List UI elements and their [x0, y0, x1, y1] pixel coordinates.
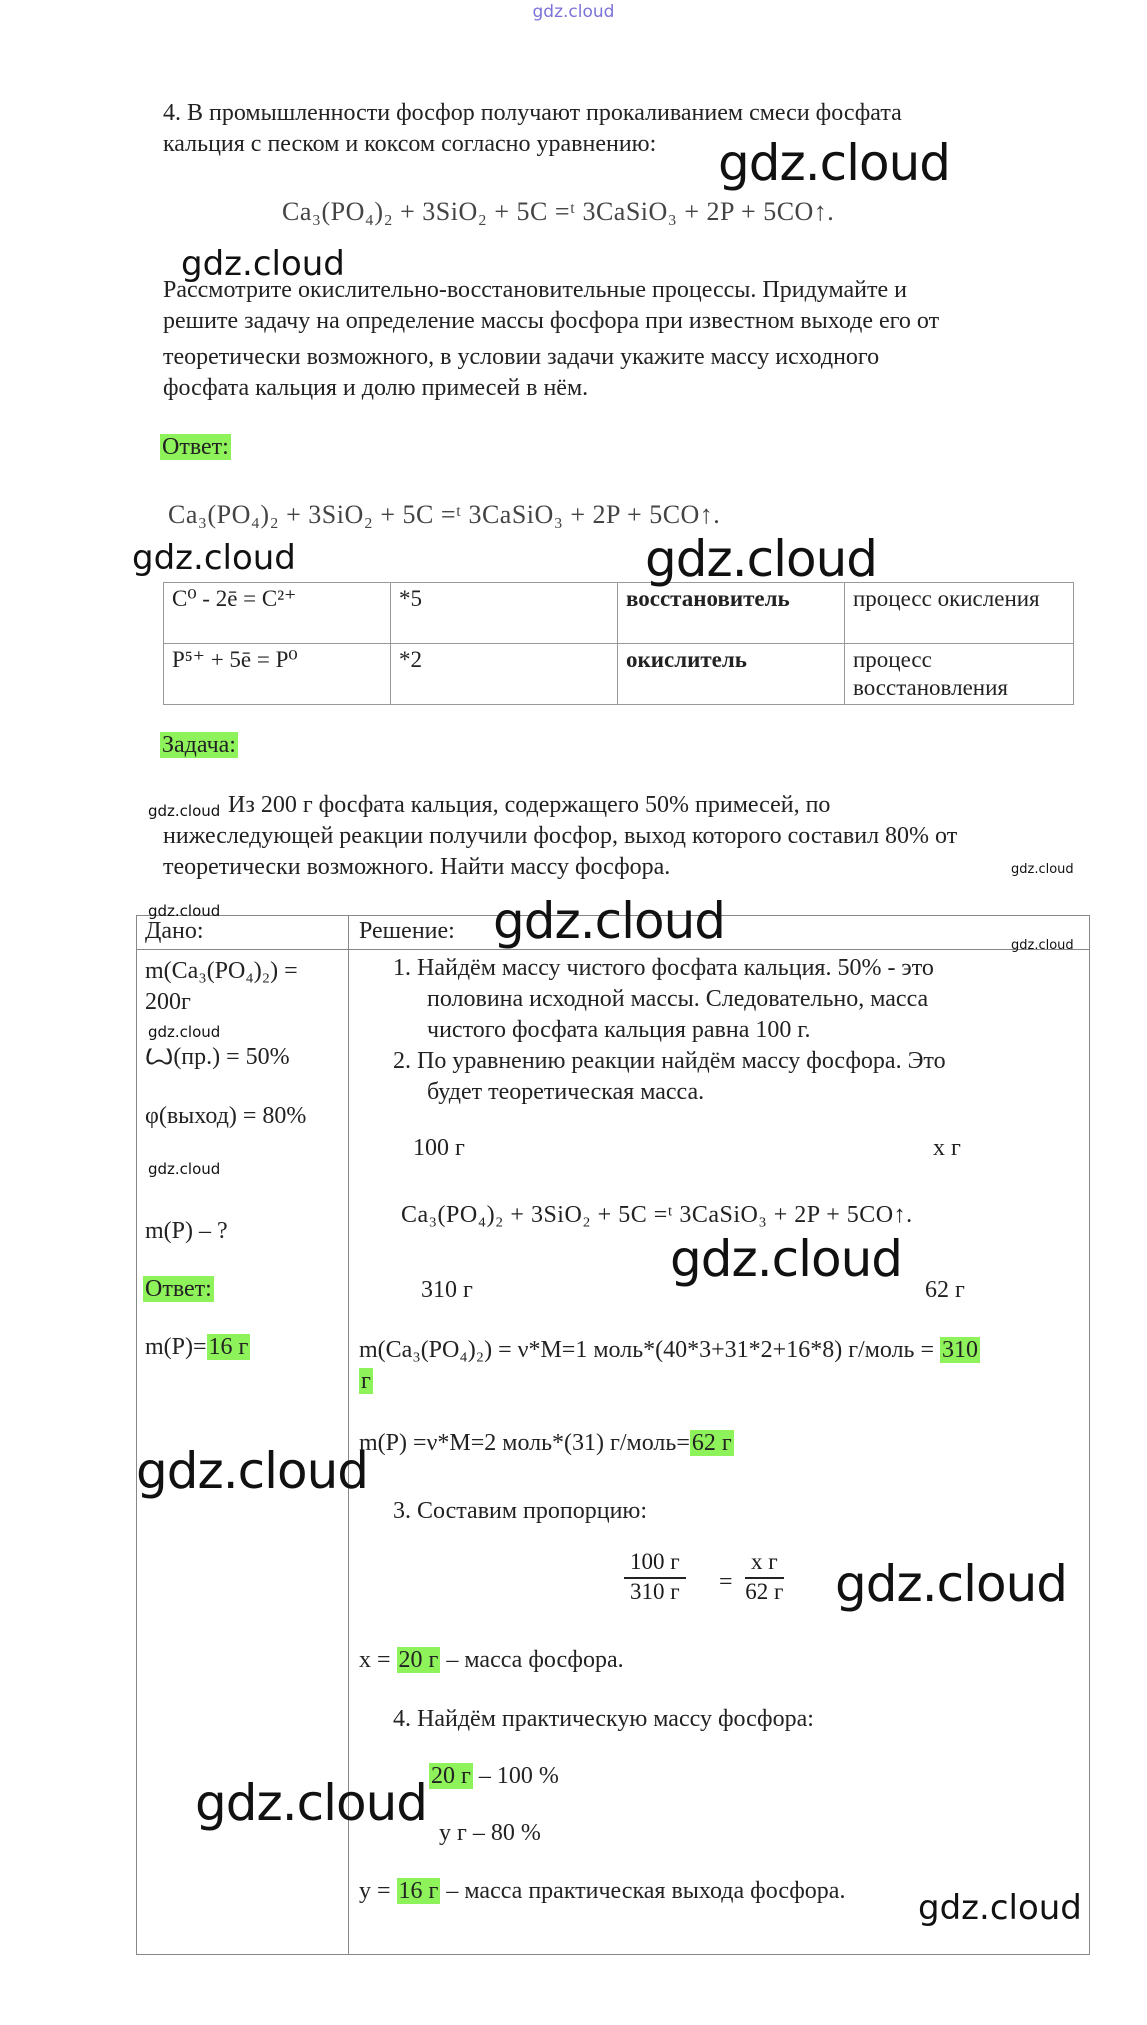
solution-header: Решение: — [359, 918, 455, 944]
task-intro-line2: кальция с песком и коксом согласно уравнению: — [163, 131, 657, 157]
given-mass-line2: 200г — [145, 989, 191, 1015]
task-equation: Ca₃(PO₄)₂ + 3SiO₂ + 5C =ᵗ 3CaSiO₃ + 2P + 5CO↑. — [282, 197, 835, 226]
task-body-line2: решите задачу на определение массы фосфора при известном выходе его от — [163, 308, 940, 334]
answer-label: Ответ: — [162, 434, 229, 460]
fraction-left-numerator: 100 г — [624, 1549, 686, 1579]
solution-step3: 3. Составим пропорцию: — [393, 1498, 648, 1524]
fraction-equals: = — [719, 1569, 733, 1595]
problem-line1: Из 200 г фосфата кальция, содержащего 50% примесей, по — [228, 792, 831, 818]
proportion-line1: 20 г – 100 % — [431, 1763, 559, 1789]
watermark: gdz.cloud — [670, 1230, 903, 1288]
redox-half-reaction: C⁰ - 2ē = C²⁺ — [164, 583, 391, 644]
redox-process: процесс окисления — [845, 583, 1074, 644]
problem-line3: теоретически возможного. Найти массу фосфора. — [163, 854, 671, 880]
molar-mass-phosphate: m(Ca₃(PO₄)₂) = ν*M=1 моль*(40*3+31*2+16*8) г/моль = 310 — [359, 1337, 979, 1363]
answer-equation: Ca₃(PO₄)₂ + 3SiO₂ + 5C =ᵗ 3CaSiO₃ + 2P + 5CO↑. — [168, 500, 721, 529]
redox-coefficient: *2 — [391, 644, 618, 705]
redox-table — [163, 582, 1074, 705]
molar-mass-phosphate-unit: г — [361, 1368, 371, 1394]
solution-equation: Ca₃(PO₄)₂ + 3SiO₂ + 5C =ᵗ 3CaSiO₃ + 2P + 5CO↑. — [401, 1202, 913, 1228]
watermark: gdz.cloud — [493, 892, 726, 950]
task-body-line1: Рассмотрите окислительно-восстановительные процессы. Придумайте и — [163, 277, 907, 303]
watermark: gdz.cloud — [835, 1555, 1068, 1613]
fraction-right-numerator: x г — [745, 1549, 784, 1579]
watermark: gdz.cloud — [1011, 938, 1074, 953]
given-impurity: Ꙍ(пр.) = 50% — [145, 1044, 290, 1070]
watermark: gdz.cloud — [148, 1160, 221, 1178]
redox-process: процесс восстановления — [845, 644, 1074, 705]
solution-step1-c: чистого фосфата кальция равна 100 г. — [427, 1017, 811, 1043]
equation-above-right: x г — [933, 1135, 961, 1161]
given-yield: φ(выход) = 80% — [145, 1103, 307, 1129]
task-body-line3: теоретически возможного, в условии задачи укажите массу исходного — [163, 344, 880, 370]
equation-above-left: 100 г — [413, 1135, 465, 1161]
table-row — [164, 583, 1074, 644]
given-mass-line1: m(Ca₃(PO₄)₂) = — [145, 958, 298, 984]
watermark: gdz.cloud — [132, 538, 296, 578]
watermark: gdz.cloud — [148, 1023, 221, 1041]
fraction-left-denominator: 310 г — [630, 1579, 680, 1604]
watermark: gdz.cloud — [148, 902, 221, 920]
watermark: gdz.cloud — [645, 530, 878, 588]
given-header: Дано: — [145, 918, 204, 944]
solution-step2-b: будет теоретическая масса. — [427, 1079, 705, 1105]
solution-step1-a: 1. Найдём массу чистого фосфата кальция. 50% - это — [393, 955, 934, 981]
redox-role: окислитель — [618, 644, 845, 705]
redox-role: восстановитель — [618, 583, 845, 644]
problem-label: Задача: — [162, 732, 236, 758]
given-answer: m(P)=16 г — [145, 1334, 249, 1360]
watermark: gdz.cloud — [136, 1442, 369, 1500]
solution-step4: 4. Найдём практическую массу фосфора: — [393, 1706, 814, 1732]
header-divider — [137, 949, 348, 950]
equation-below-right: 62 г — [925, 1277, 965, 1303]
problem-line2: нижеследующей реакции получили фосфор, выход которого составил 80% от — [163, 823, 958, 849]
fraction-right — [745, 1549, 784, 1605]
watermark: gdz.cloud — [195, 1774, 428, 1832]
given-find: m(P) – ? — [145, 1218, 228, 1244]
task-intro-line1: 4. В промышленности фосфор получают прокаливанием смеси фосфата — [163, 100, 902, 126]
site-header-mark[interactable]: gdz.cloud — [532, 2, 615, 22]
given-answer-label: Ответ: — [145, 1276, 212, 1302]
watermark: gdz.cloud — [718, 134, 951, 192]
fraction-right-denominator: 62 г — [745, 1579, 784, 1604]
fraction-left — [624, 1549, 686, 1605]
proportion-line2: y г – 80 % — [439, 1820, 541, 1846]
x-result: x = 20 г – масса фосфора. — [359, 1647, 624, 1673]
y-result: y = 16 г – масса практическая выхода фосфора. — [359, 1878, 846, 1904]
watermark: gdz.cloud — [181, 244, 345, 284]
equation-below-left: 310 г — [421, 1277, 473, 1303]
solution-step2-a: 2. По уравнению реакции найдём массу фосфора. Это — [393, 1048, 946, 1074]
watermark: gdz.cloud — [148, 802, 221, 820]
table-row — [164, 644, 1074, 705]
solution-step1-b: половина исходной массы. Следовательно, масса — [427, 986, 929, 1012]
watermark: gdz.cloud — [918, 1888, 1082, 1928]
molar-mass-phosphorus: m(P) =ν*M=2 моль*(31) г/моль=62 г — [359, 1430, 732, 1456]
redox-coefficient: *5 — [391, 583, 618, 644]
redox-half-reaction: P⁵⁺ + 5ē = P⁰ — [164, 644, 391, 705]
watermark: gdz.cloud — [1011, 862, 1074, 877]
task-body-line4: фосфата кальция и долю примесей в нём. — [163, 375, 589, 401]
